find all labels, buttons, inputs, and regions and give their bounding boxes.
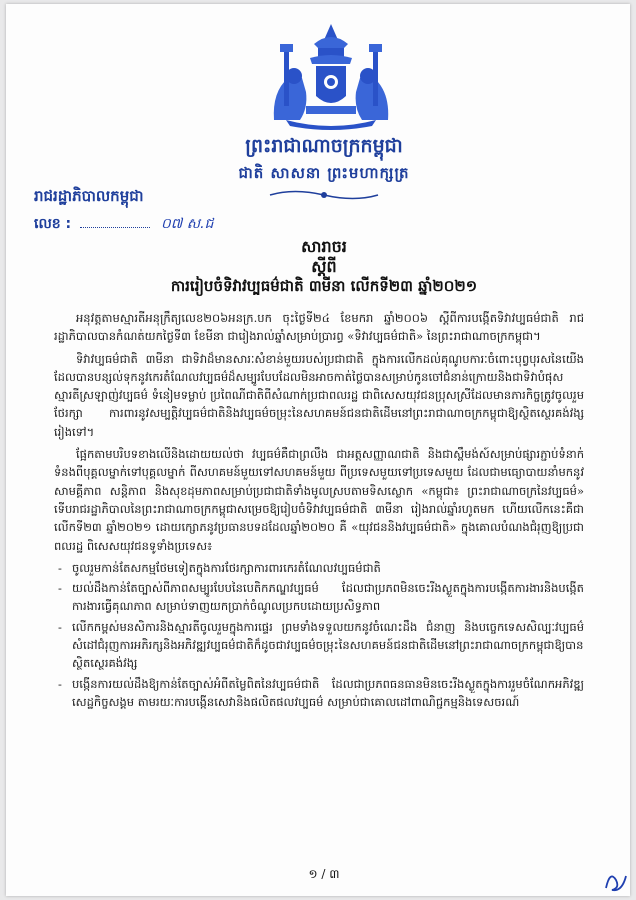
paragraph: ទិវាវប្បធម៌ជាតិ ៣មីនា ជាទិវាដ៏មានសារៈសំខាន់មួយរបស់ប្រជាជាតិ ក្នុងការលើកដល់គុណូបការៈចំពោះបុព្វបុរសនៃយើងដែលបានបន្សល់ទុកនូវកេរតំណែលវប្បធម៌ដ៏សម្បូរបែបដែលមិនអាចកាត់ថ្លៃបានសម្រាប់កូនចៅជំនាន់ក្រោយនិងជាទិវាបំផុសស្មារតីស្រឡាញ់វប្បធម៌ ទំនៀមទម្លាប់ ប្រពៃណីជាតិពីសំណាក់ប្រជាពលរដ្ឋ ជាពិសេសយុវជនប្រុសស្រីដែលមានភារកិច្ចត្រូវចូលរួមថែរក្សា ការពារនូវសម្បត្តិវប្បធម៌ជាតិនិងវប្បធម៌ចម្រុះនៃសហគមន៍ជនជាតិដើមនៅព្រះរាជាណាចក្រកម្ពុជាឱ្យស្ថិតស្ថេរគង់វង្សរៀងទៅ។: [54, 351, 584, 439]
document-body: [54, 309, 584, 713]
page-number: ១ / ៣: [308, 867, 340, 881]
list-item: - បង្កើនការយល់ដឹងឱ្យកាន់តែច្បាស់អំពីតម្លៃពិតនៃវប្បធម៌ជាតិ ដែលជាប្រភពធនធានមិនចេះរីងស្ងួតក្នុងការរួមចំណែកអភិវឌ្ឍសេដ្ឋកិច្ចសង្គម តាមរយៈការបង្កើនសេវានិងផលិតផលវប្បធម៌ សម្រាប់ជាគោលដៅពាណិជ្ជកម្មនិងទេសចរណ៍: [54, 675, 584, 712]
handwritten-initials-signature: [600, 866, 630, 896]
subject-label: ស្តីពី: [311, 257, 337, 276]
document-type-title: សារាចរ: [301, 237, 347, 256]
number-value: ០៧ ស.ជ: [160, 216, 214, 232]
list-item: - យល់ដឹងកាន់តែច្បាស់ពីភាពសម្បូរបែបនៃបេតិកភណ្ឌវប្បធម៌ ដែលជាប្រភពមិនចេះរីងស្ងួតក្នុងការបង្កើតការងារនិងបង្កើតការងារធ្វើគុណភាព សម្រាប់ទាញយកប្រាក់ចំណូលប្រកបដោយប្រសិទ្ធភាព: [54, 579, 584, 616]
list-item: - ចូលរួមកាន់តែសកម្មថែមទៀតក្នុងការថែរក្សាការពារកេរតំណែលវប្បធម៌ជាតិ: [54, 559, 584, 577]
national-motto: ជាតិ សាសនា ព្រះមហាក្សត្រ: [238, 164, 410, 182]
objectives-list: [54, 559, 584, 711]
number-dotted-line: [80, 227, 150, 228]
document-page: [6, 4, 630, 896]
paragraph: ផ្អែកតាមបរិបទខាងលើនិងដោយយល់ថា វប្បធម៌គឺជាព្រលឹង ជាអត្តសញ្ញាណជាតិ និងជាស្ពឹមង់ស៍សម្រាប់ផ្សារភ្ជាប់ទំនាក់ទំនងពីបុគ្គលម្នាក់ទៅបុគ្គលម្នាក់ ពីសហគមន៍មួយទៅសហគមន៍មួយ ពីប្រទេសមួយទៅប្រទេសមួយ ដែលជាមធ្យោបាយនាំមកនូវសាមគ្គីភាព សន្តិភាព និងសុខដុមភាពសម្រាប់ប្រជាជាតិទាំងមូលស្របតាមទិសស្លោក «កម្ពុជា៖ ព្រះរាជាណាចក្រនៃវប្បធម៌» ទើបរាជរដ្ឋាភិបាលនៃព្រះរាជាណាចក្រកម្ពុជាសម្រេចឱ្យរៀបចំទិវាវប្បធម៌ជាតិ ៣មីនា រៀងរាល់ឆ្នាំរហូតមក ហើយលើកនេះគឺជាលើកទី២៣ ឆ្នាំ២០២១ ដោយក្សោភនូវប្រធានបទដដែលឆ្នាំ២០២០ គឺ «យុវជននិងវប្បធម៌ជាតិ» ក្នុងគោលបំណងជំរុញឱ្យប្រជាពលរដ្ឋ ពិសេសយុវជនទូទាំងប្រទេស៖: [54, 447, 584, 553]
subject-title: ការរៀបចំទិវាវប្បធម៌ជាតិ ៣មីនា លើកទី២៣ ឆ្នាំ២០២១: [170, 277, 478, 295]
royal-coat-of-arms-emblem: [266, 22, 396, 132]
kingdom-title: ព្រះរាជាណាចក្រកម្ពុជា: [245, 135, 403, 157]
paragraph: អនុវត្តតាមស្មារតីអនុក្រឹត្យលេខ២០៦អនក្រ.បក ចុះថ្ងៃទី២៤ ខែមករា ឆ្នាំ២០០៦ ស្តីពីការបង្កើតទិវាវប្បធម៌ជាតិ រាជរដ្ឋាភិបាលបានកំណត់យកថ្ងៃទី៣ ខែមីនា ជារៀងរាល់ឆ្នាំសម្រាប់ប្រារព្ធ «ទិវាវប្បធម៌ជាតិ» នៃព្រះរាជាណាចក្រកម្ពុជា។: [54, 311, 584, 344]
list-item: - លើកកម្ពស់មនសិការនិងស្មារតីចូលរួមក្នុងការផ្ទេរ ព្រមទាំងទទួលយកនូវចំណេះដឹង ជំនាញ និងបច្ចេកទេសសិល្បៈវប្បធម៌ សំដៅជំរុញការអភិរក្សនិងអភិវឌ្ឍវប្បធម៌ជាតិក៏ដូចជាវប្បធម៌ចម្រុះនៃសហគមន៍ជនជាតិដើមនៅព្រះរាជាណាចក្រកម្ពុជាឱ្យបានស្ថិតស្ថេរគង់វង្ស: [54, 618, 584, 673]
reference-number: [34, 214, 213, 235]
government-name: រាជរដ្ឋាភិបាលកម្ពុជា: [34, 187, 144, 205]
ornament-divider-icon: [264, 188, 384, 202]
number-label: លេខ :: [34, 216, 72, 232]
